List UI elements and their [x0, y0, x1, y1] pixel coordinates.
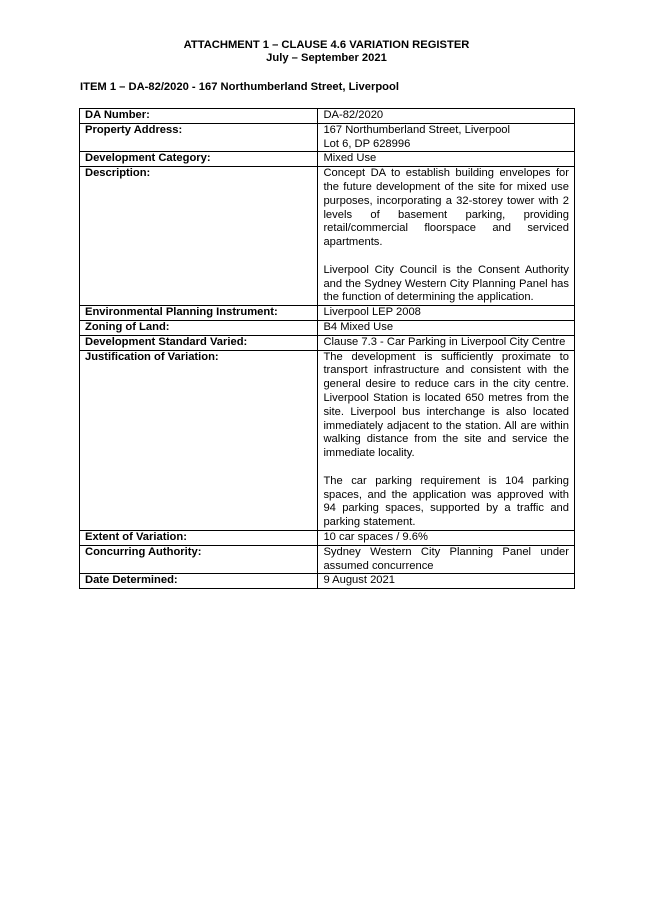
row-label: Extent of Variation: [80, 530, 318, 545]
table-row-development-category [80, 152, 575, 167]
table-row-epi [80, 306, 575, 321]
row-value: Clause 7.3 - Car Parking in Liverpool City Centre [318, 335, 575, 350]
table-row-extent [80, 530, 575, 545]
row-value: Sydney Western City Planning Panel under assumed concurrence [318, 545, 575, 574]
paragraph-gap [323, 250, 569, 264]
justification-paragraph: The development is sufficiently proximate to transport infrastructure and consistent with the general desire to reduce cars in the city centre. Liverpool Station is located 650 metres from the site. Liverpool bus interchange is also located immediately adjacent to the station. All are within walking distance from the site and service the immediate locality. [323, 350, 569, 460]
item-heading: ITEM 1 – DA-82/2020 - 167 Northumberland Street, Liverpool [80, 81, 399, 93]
variation-register-table [79, 108, 575, 589]
row-label: Zoning of Land: [80, 320, 318, 335]
row-label: Property Address: [80, 123, 318, 152]
table-row-justification [80, 350, 575, 530]
row-value: Mixed Use [318, 152, 575, 167]
table-row-date-determined [80, 574, 575, 589]
row-value: B4 Mixed Use [318, 320, 575, 335]
row-label: Justification of Variation: [80, 350, 318, 530]
row-value: 10 car spaces / 9.6% [318, 530, 575, 545]
document-period: July – September 2021 [266, 52, 387, 64]
row-value [318, 123, 575, 152]
row-label: Concurring Authority: [80, 545, 318, 574]
row-value [318, 167, 575, 306]
address-line: 167 Northumberland Street, Liverpool [323, 123, 511, 136]
row-label: Development Standard Varied: [80, 335, 318, 350]
table-row-zoning [80, 320, 575, 335]
document-title: ATTACHMENT 1 – CLAUSE 4.6 VARIATION REGISTER [183, 39, 470, 51]
table-row-concurring-authority [80, 545, 575, 574]
description-paragraph: Concept DA to establish building envelopes for the future development of the site for mixed use purposes, incorporating a 32-storey tower with 2 levels of basement parking, providing retail/commercial floorspace and serviced apartments. [323, 167, 569, 249]
table-row-description [80, 167, 575, 306]
table-row-property-address [80, 123, 575, 152]
row-label: Development Category: [80, 152, 318, 167]
justification-paragraph: The car parking requirement is 104 parking spaces, and the application was approved with 94 parking spaces, supported by a traffic and parking statement. [323, 474, 569, 529]
row-value [318, 350, 575, 530]
table-row-da-number [80, 109, 575, 124]
table-row-standard-varied [80, 335, 575, 350]
row-value: Liverpool LEP 2008 [318, 306, 575, 321]
row-value: 9 August 2021 [318, 574, 575, 589]
lot-line: Lot 6, DP 628996 [323, 137, 411, 150]
row-label: DA Number: [80, 109, 318, 124]
description-paragraph: Liverpool City Council is the Consent Authority and the Sydney Western City Planning Panel has the function of determining the application. [323, 263, 569, 304]
row-label: Date Determined: [80, 574, 318, 589]
row-value: DA-82/2020 [318, 109, 575, 124]
row-label: Description: [80, 167, 318, 306]
paragraph-gap [323, 461, 569, 475]
row-label: Environmental Planning Instrument: [80, 306, 318, 321]
